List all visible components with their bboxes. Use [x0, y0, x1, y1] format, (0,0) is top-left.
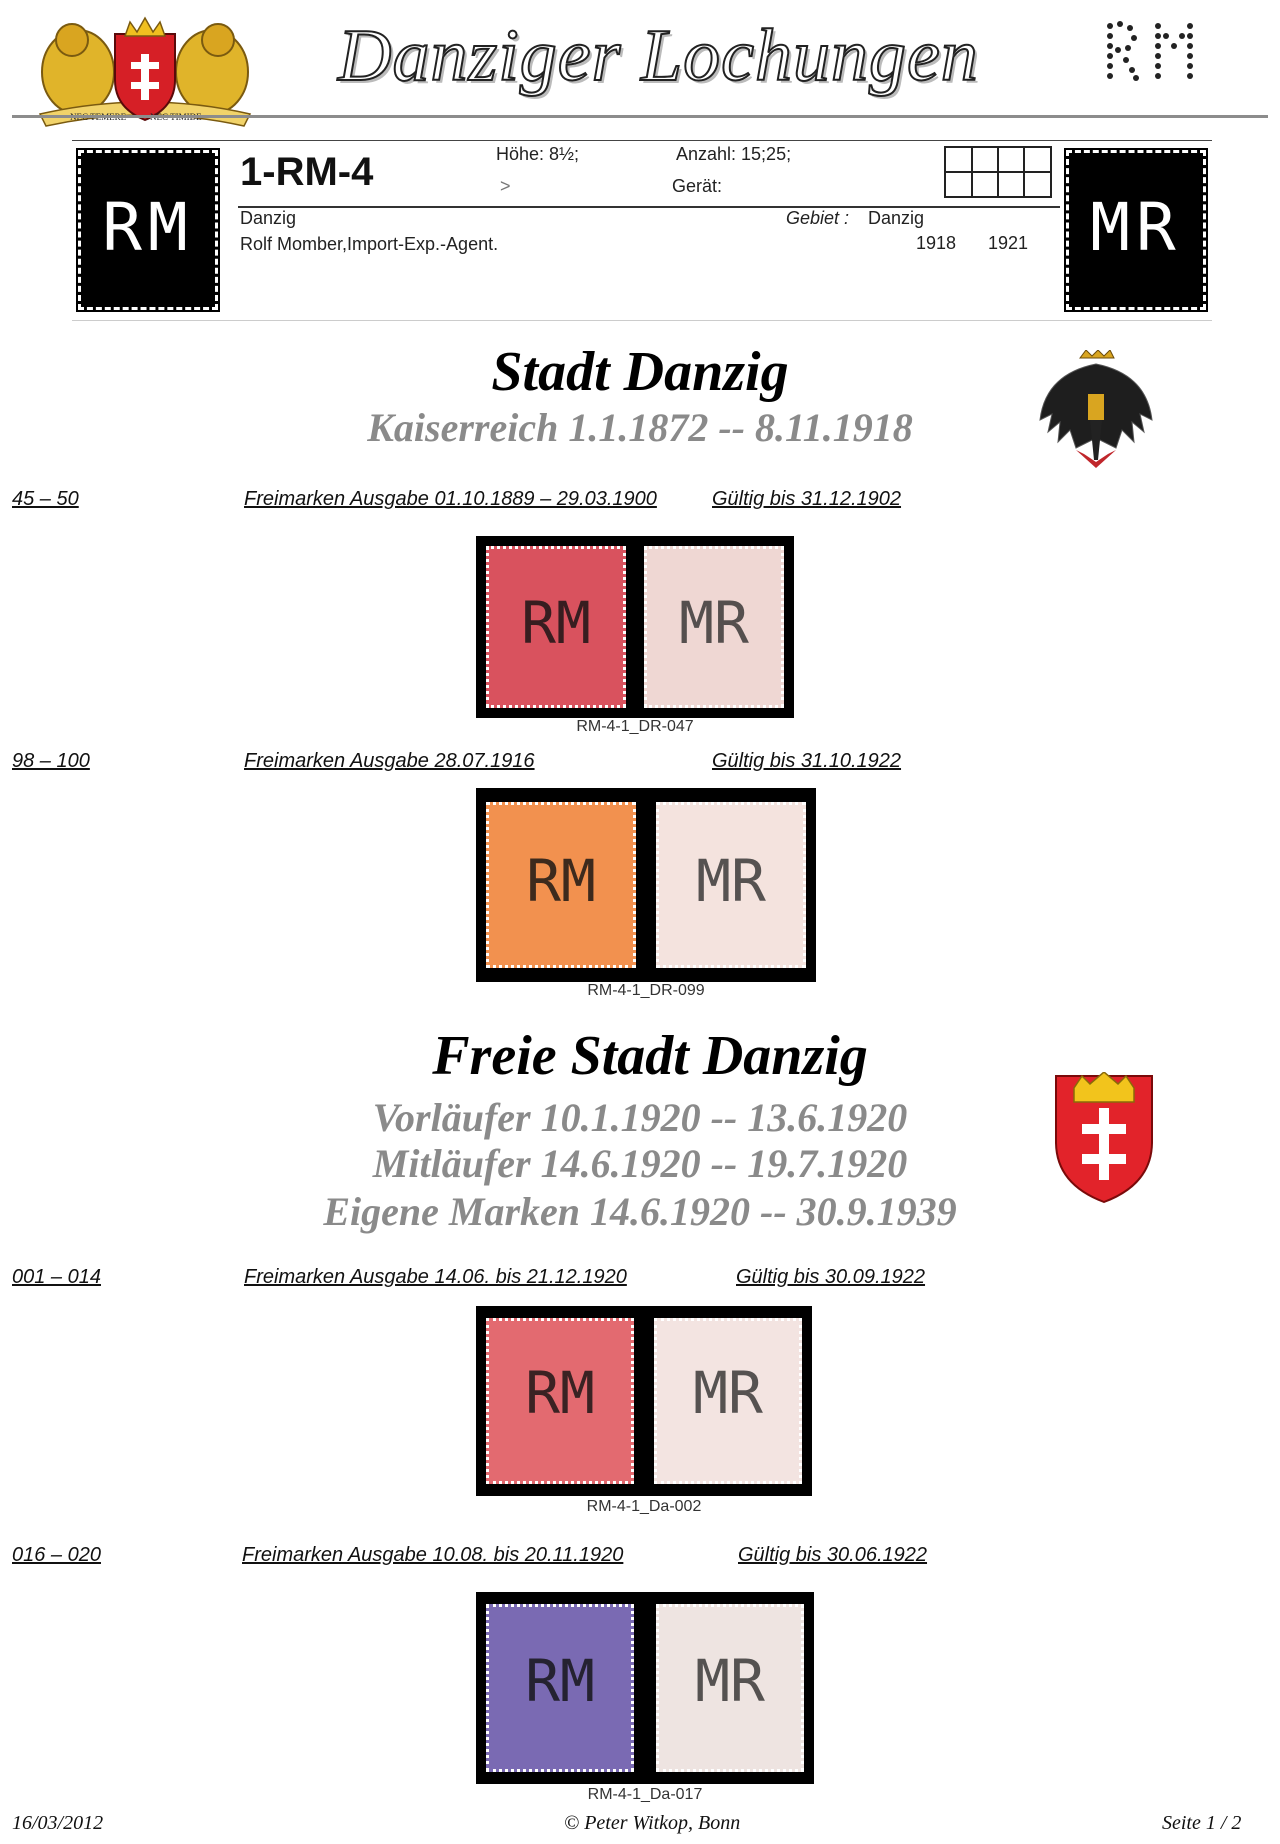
gebiet-label: Gebiet :: [786, 208, 850, 228]
arrow-marker: >: [500, 176, 511, 196]
stamp-caption-4: RM-4-1_Da-017: [587, 1786, 703, 1803]
issue-range: 98 – 100: [12, 750, 90, 772]
issue-range: 016 – 020: [12, 1544, 101, 1566]
section-line-mitlaeufer: Mitläufer 14.6.1920 -- 19.7.1920: [372, 1141, 908, 1186]
stamp-back: MR: [656, 802, 806, 968]
card-city: Danzig: [240, 208, 297, 228]
perfin-code: 1-RM-4: [240, 150, 374, 194]
section-title-freie-stadt-danzig: Freie Stadt Danzig: [432, 1025, 868, 1087]
footer-author: © Peter Witkop, Bonn: [564, 1812, 741, 1834]
section-line-vorlaeufer: Vorläufer 10.1.1920 -- 13.6.1920: [372, 1095, 908, 1140]
section-line-eigene-marken: Eigene Marken 14.6.1920 -- 30.9.1939: [323, 1189, 957, 1234]
stamp-caption-2: RM-4-1_DR-099: [587, 982, 705, 999]
stamp-back: MR: [656, 1604, 804, 1772]
issue-desc-1: Freimarken Ausgabe 01.10.1889 – 29.03.1900: [244, 488, 657, 510]
issue-valid-4: Gültig bis 30.06.1922: [738, 1544, 928, 1566]
issue-row-2: [12, 750, 90, 773]
section-subtitle-kaiserreich: Kaiserreich 1.1.1872 -- 8.11.1918: [367, 405, 913, 450]
issue-valid-3: Gültig bis 30.09.1922: [736, 1266, 926, 1288]
danzig-coat-of-arms-icon: [30, 10, 260, 130]
card-divider: [238, 206, 1060, 208]
gebiet-value: Danzig: [868, 208, 925, 228]
issue-valid-2: Gültig bis 31.10.1922: [712, 750, 902, 772]
hoehe-label: Höhe: 8½;: [496, 144, 580, 164]
stamp-pair-4: [476, 1592, 814, 1784]
issue-desc-4: Freimarken Ausgabe 10.08. bis 20.11.1920: [242, 1544, 624, 1566]
card-top-rule: [72, 140, 1212, 141]
perfin-front-letters: RM: [102, 189, 194, 266]
imperial-eagle-icon: [1036, 350, 1156, 480]
stamp-front: RM: [486, 1604, 634, 1772]
stamp-pair-2: [476, 788, 816, 982]
stamp-front: RM: [486, 1318, 634, 1484]
perfin-front-block: [78, 150, 218, 310]
perfin-rm-icon: [1096, 10, 1206, 90]
section-title-stadt-danzig: Stadt Danzig: [491, 341, 789, 403]
issue-row-1: [12, 488, 79, 511]
geraet-label: Gerät:: [672, 176, 723, 196]
footer-date: 16/03/2012: [12, 1812, 104, 1834]
anzahl-label: Anzahl: 15;25;: [676, 144, 792, 164]
stamp-pair-1: [476, 536, 794, 718]
stamp-back: MR: [644, 546, 784, 708]
device-grid: [944, 146, 1052, 198]
year-from: 1918: [916, 233, 957, 253]
issue-desc-2: Freimarken Ausgabe 28.07.1916: [244, 750, 535, 772]
card-bottom-rule: [72, 320, 1212, 321]
perfin-back-block: [1066, 150, 1206, 310]
stamp-caption-1: RM-4-1_DR-047: [576, 718, 694, 735]
issue-range: 45 – 50: [12, 488, 79, 510]
page-title: Danziger Lochungen: [338, 15, 979, 97]
footer-page: Seite 1 / 2: [1162, 1812, 1242, 1834]
header-divider: [12, 115, 1268, 118]
perfin-back-letters: MR: [1090, 189, 1182, 266]
card-company: Rolf Momber,Import-Exp.-Agent.: [240, 234, 499, 254]
stamp-back: MR: [654, 1318, 802, 1484]
stamp-pair-3: [476, 1306, 812, 1496]
stamp-caption-3: RM-4-1_Da-002: [586, 1498, 702, 1515]
stamp-front: RM: [486, 546, 626, 708]
issue-desc-3: Freimarken Ausgabe 14.06. bis 21.12.1920: [244, 1266, 627, 1288]
danzig-shield-icon: [1054, 1072, 1154, 1204]
issue-valid-1: Gültig bis 31.12.1902: [712, 488, 902, 510]
year-to: 1921: [988, 233, 1029, 253]
issue-range: 001 – 014: [12, 1266, 101, 1288]
stamp-front: RM: [486, 802, 636, 968]
issue-row-3: [12, 1266, 101, 1289]
issue-row-4: [12, 1544, 101, 1567]
